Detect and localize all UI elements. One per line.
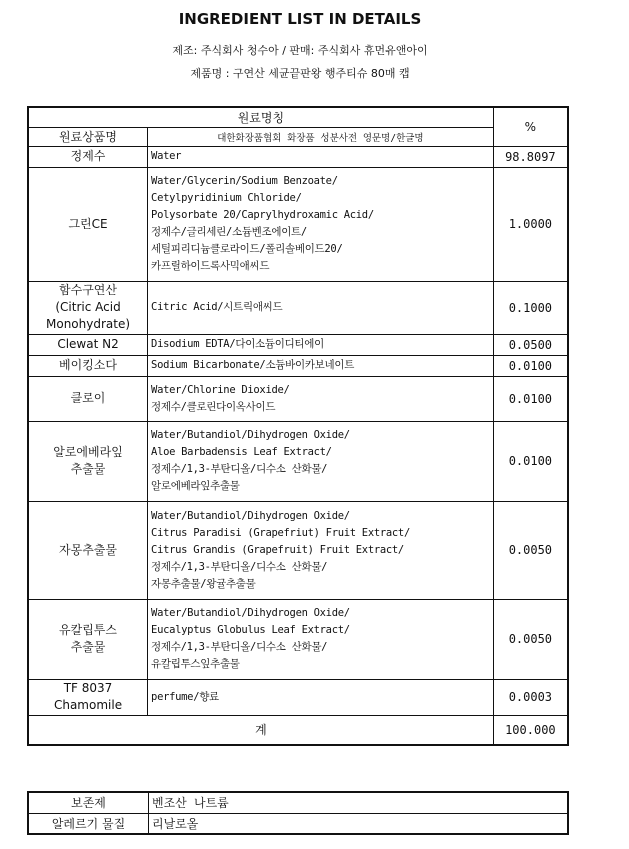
- inci-line: 정제수/1,3-부탄디올/디수소 산화물/: [151, 641, 328, 653]
- inci-line: Water/Butandiol/Dihydrogen Oxide/: [151, 607, 350, 619]
- inci-line: Sodium Bicarbonate/소듐바이카보네이트: [151, 359, 355, 371]
- trade-name-line: Monohydrate): [46, 317, 131, 331]
- inci-line: Citrus Grandis (Grapefruit) Fruit Extract/: [151, 543, 404, 556]
- percent-cell: 1.0000: [493, 167, 568, 281]
- allergen-value: 리날로올: [149, 813, 569, 834]
- inci-line: Polysorbate 20/Caprylhydroxamic Acid/: [151, 209, 374, 221]
- table-row: [28, 501, 568, 599]
- inci-line: Citric Acid/시트릭애씨드: [151, 301, 283, 313]
- percent-cell: 0.0100: [493, 355, 568, 376]
- trade-name-line: 정제수: [70, 149, 106, 163]
- percent-cell: 0.0003: [493, 679, 568, 715]
- trade-name-line: 알로에베라잎: [53, 445, 123, 459]
- inci-line: Water/Glycerin/Sodium Benzoate/: [151, 175, 338, 187]
- inci-line: Eucalyptus Globulus Leaf Extract/: [151, 624, 350, 636]
- inci-line: 정제수/글리세린/소듐벤조에이트/: [151, 226, 307, 238]
- trade-name-cell: [28, 355, 148, 376]
- trade-name-line: Clewat N2: [57, 337, 119, 351]
- trade-name-cell: [28, 501, 148, 599]
- document-title: INGREDIENT LIST IN DETAILS: [178, 10, 422, 28]
- table-row: [28, 167, 568, 281]
- inci-cell: [148, 355, 494, 376]
- trade-name-line: 그린CE: [68, 216, 108, 231]
- trade-name-cell: [28, 167, 148, 281]
- table-row: [28, 376, 568, 421]
- percent-cell: 0.0100: [493, 421, 568, 501]
- inci-line: 정제수/1,3-부탄디올/디수소 산화물/: [151, 463, 328, 475]
- inci-line: 세틸피리디늄클로라이드/폴리솔베이드20/: [151, 243, 343, 255]
- ingredient-table-body: [28, 107, 568, 745]
- table-subheader-row: [28, 127, 568, 146]
- trade-name-cell: [28, 679, 148, 715]
- trade-name-line: 함수구연산: [59, 283, 117, 297]
- table-row: [28, 599, 568, 679]
- percent-cell: 0.0050: [493, 599, 568, 679]
- total-value: 100.000: [493, 715, 568, 745]
- inci-cell: [148, 146, 494, 167]
- inci-line: 유칼립투스잎추출물: [151, 658, 240, 670]
- percent-header: %: [493, 107, 568, 146]
- trade-name-cell: [28, 334, 148, 355]
- trade-name-cell: [28, 421, 148, 501]
- preservative-label: 보존제: [28, 792, 149, 813]
- percent-cell: 98.8097: [493, 146, 568, 167]
- preservative-row: [28, 792, 568, 813]
- allergen-row: [28, 813, 568, 834]
- trade-name-line: Chamomile: [53, 698, 123, 712]
- inci-cell: [148, 376, 494, 421]
- inci-line: 카프릴하이드록사믹애씨드: [151, 260, 270, 272]
- inci-line: Citrus Paradisi (Grapefriut) Fruit Extract/: [151, 526, 410, 539]
- trade-name-cell: [28, 281, 148, 334]
- table-row: [28, 355, 568, 376]
- inci-line: 정제수/클로린다이옥사이드: [151, 400, 276, 413]
- percent-cell: 0.1000: [493, 281, 568, 334]
- allergen-label: 알레르기 물질: [28, 813, 149, 834]
- inci-line: Water/Butandiol/Dihydrogen Oxide/: [151, 509, 350, 522]
- percent-cell: 0.0100: [493, 376, 568, 421]
- percent-cell: 0.0500: [493, 334, 568, 355]
- trade-name-line: (Citric Acid: [55, 300, 121, 314]
- table-row: [28, 421, 568, 501]
- trade-name-cell: [28, 599, 148, 679]
- inci-line: Cetylpyridinium Chloride/: [151, 192, 302, 204]
- trade-name-line: 추출물: [70, 462, 106, 476]
- inci-line: 자몽추출물/왕귤추출물: [151, 577, 256, 590]
- trade-name-cell: [28, 376, 148, 421]
- trade-name-line: 유칼립투스: [59, 623, 117, 637]
- trade-name-line: TF 8037: [63, 681, 113, 695]
- inci-line: Disodium EDTA/다이소듐이디티에이: [151, 338, 324, 350]
- trade-name-line: 추출물: [70, 640, 106, 654]
- table-row: [28, 146, 568, 167]
- inci-line: 알로에베라잎추출물: [151, 480, 240, 492]
- total-row: [28, 715, 568, 745]
- ingredient-table: [27, 106, 569, 746]
- maker-line: 제조: 주식회사 청수아 / 판매: 주식회사 휴먼유앤아이: [172, 44, 428, 57]
- inci-header: 대한화장품협회 화장품 성분사전 영문명/한글명: [148, 127, 494, 146]
- inci-line: Water/Chlorine Dioxide/: [151, 383, 290, 396]
- inci-line: 정제수/1,3-부탄디올/디수소 산화물/: [151, 560, 328, 573]
- total-label: 계: [28, 715, 493, 745]
- inci-cell: [148, 599, 494, 679]
- inci-cell: [148, 501, 494, 599]
- preservative-value: 벤조산 나트륨: [149, 792, 569, 813]
- trade-name-line: 자몽추출물: [59, 542, 117, 557]
- trade-name-line: 클로이: [70, 391, 106, 405]
- inci-cell: [148, 167, 494, 281]
- product-line: 제품명 : 구연산 세균끝판왕 행주티슈 80매 캡: [190, 67, 410, 80]
- table-row: [28, 334, 568, 355]
- inci-cell: [148, 281, 494, 334]
- inci-line: Water: [151, 150, 182, 162]
- inci-cell: [148, 679, 494, 715]
- inci-cell: [148, 334, 494, 355]
- header-group-label: 원료명칭: [28, 107, 493, 127]
- percent-cell: 0.0050: [493, 501, 568, 599]
- table-row: [28, 281, 568, 334]
- inci-line: Aloe Barbadensis Leaf Extract/: [151, 446, 332, 458]
- additional-info-table: [27, 791, 569, 835]
- trade-name-line: 베이킹소다: [59, 358, 117, 372]
- trade-name-header: 원료상품명: [28, 127, 148, 146]
- inci-line: Water/Butandiol/Dihydrogen Oxide/: [151, 429, 350, 441]
- table-row: [28, 679, 568, 715]
- trade-name-cell: [28, 146, 148, 167]
- table-header-row: [28, 107, 568, 127]
- inci-line: perfume/향료: [151, 690, 219, 703]
- inci-cell: [148, 421, 494, 501]
